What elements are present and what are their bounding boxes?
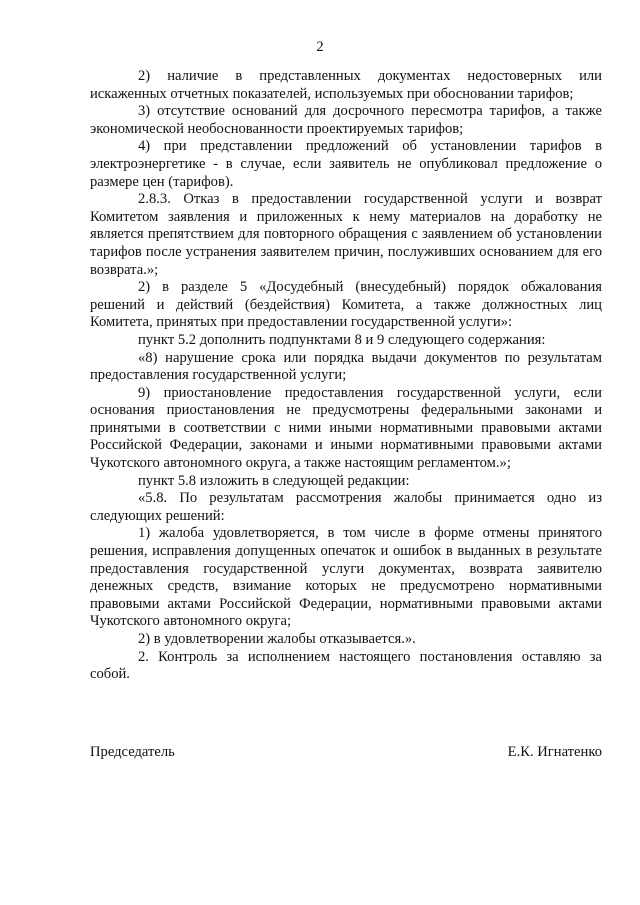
paragraph-decision-2: 2) в удовлетворении жалобы отказывается.».: [138, 631, 416, 647]
signature-block: [90, 743, 602, 763]
paragraph-clause-5-2: пункт 5.2 дополнить подпунктами 8 и 9 следующего содержания:: [138, 331, 546, 348]
signatory-name: Е.К. Игнатенко: [507, 744, 602, 760]
paragraph-item-3: 3) отсутствие оснований для досрочного пересмотра тарифов, а также экономической необоснованности проектируемых тарифов;: [90, 103, 602, 137]
paragraph-clause-2-8-3: 2.8.3. Отказ в предоставлении государственной услуги и возврат Комитетом заявления и приложенных к нему материалов на доработку не является препятствием для повторного обращения с заявлением об установлении тарифов после устранения заявителем причин, послуживших основанием для его возврата.»;: [90, 191, 602, 278]
paragraph-section-5-amendment: 2) в разделе 5 «Досудебный (внесудебный) порядок обжалования решений и действий (бездействия) Комитета, а также должностных лиц Комитета, принятых при предоставлении государственной услуги»:: [90, 279, 602, 331]
paragraph-item-2: 2) наличие в представленных документах недостоверных или искаженных отчетных показателей, используемых при обосновании тарифов;: [90, 68, 602, 102]
page-number: 2: [316, 39, 324, 55]
paragraph-decision-1: 1) жалоба удовлетворяется, в том числе в форме отмены принятого решения, исправления допущенных опечаток и ошибок в выданных в результате предоставления государственной услуги документах, возврата заявителю денежных средств, взимание которых не предусмотрено нормативными правовыми актами Российской Федерации, нормативными правовыми актами Чукотского автономного округа;: [90, 525, 602, 630]
document-body: [90, 68, 602, 684]
paragraph-control-clause: 2. Контроль за исполнением настоящего постановления оставляю за собой.: [90, 648, 602, 683]
paragraph-clause-5-8: пункт 5.8 изложить в следующей редакции:: [138, 472, 410, 489]
paragraph-item-8: «8) нарушение срока или порядка выдачи документов по результатам предоставления государственной услуги;: [90, 349, 602, 384]
paragraph-item-9: 9) приостановление предоставления государственной услуги, если основания приостановления не предусмотрены федеральными законами и принятыми в соответствии с ними иными нормативными правовыми актами Российской Федерации, законами и иными нормативными правовыми актами Чукотского автономного округа, а также настоящим регламентом.»;: [90, 384, 602, 472]
paragraph-clause-5-8-text: «5.8. По результатам рассмотрения жалобы принимается одно из следующих решений:: [90, 490, 602, 524]
paragraph-item-4: 4) при представлении предложений об установлении тарифов в электроэнергетике - в случае, если заявитель не опубликовал предложение о размере цен (тарифов).: [90, 138, 602, 190]
signatory-title: Председатель: [90, 744, 175, 760]
